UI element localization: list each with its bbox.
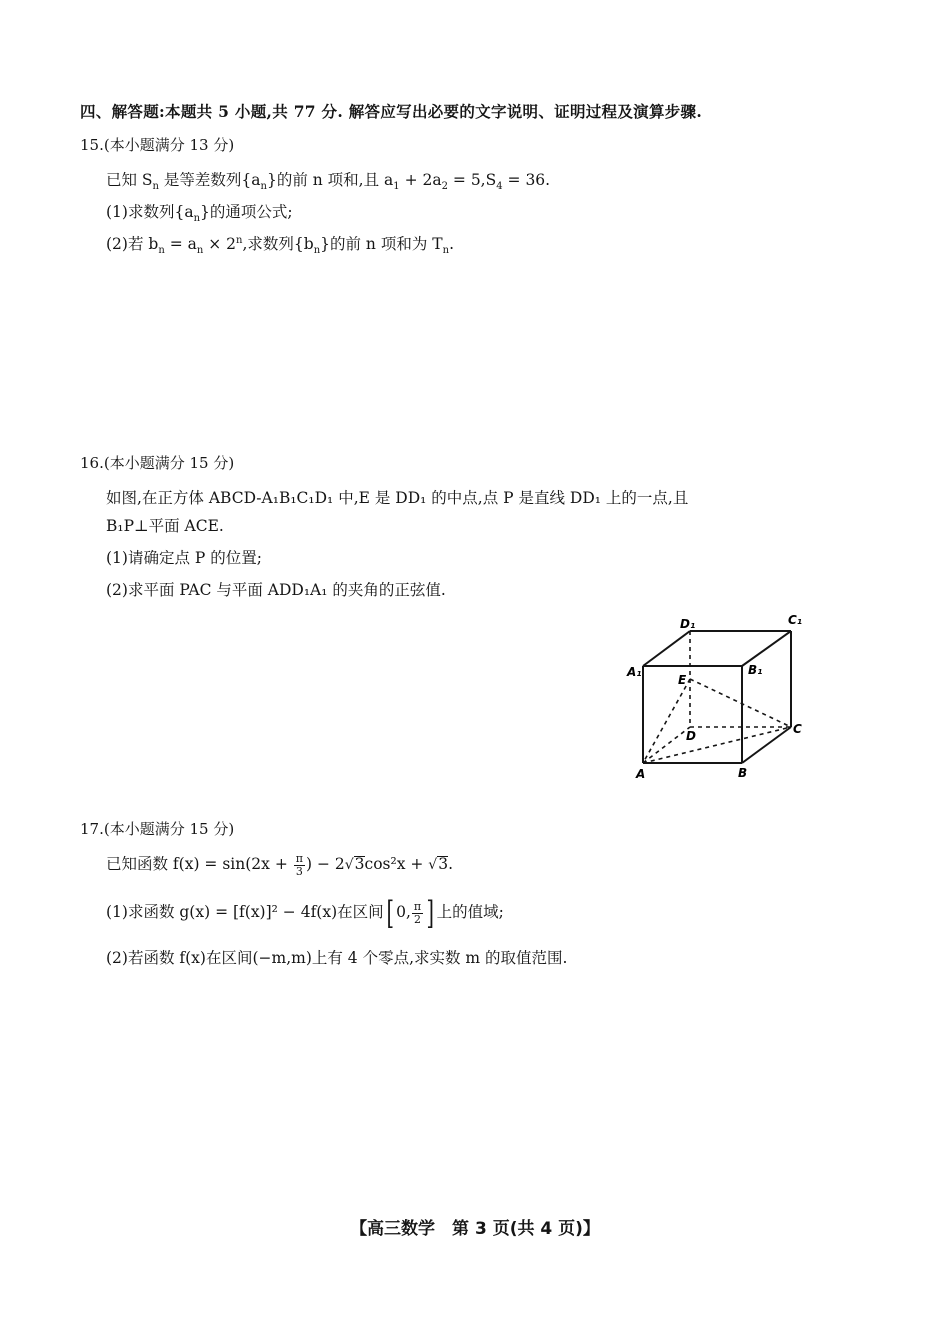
segment-ec xyxy=(690,679,791,727)
q17-title: 17.(本小题满分 15 分) xyxy=(80,820,235,838)
q16-stem-line1: 如图,在正方体 ABCD-A₁B₁C₁D₁ 中,E 是 DD₁ 的中点,点 P 是直线 DD₁ 上的一点,且 xyxy=(106,489,689,507)
q15-title: 15.(本小题满分 13 分) xyxy=(80,136,235,154)
edge-bc xyxy=(742,727,791,763)
q16-stem-line2: B₁P⊥平面 ACE. xyxy=(106,517,224,535)
page-footer: 【高三数学 第 3 页(共 4 页)】 xyxy=(350,1219,600,1239)
label-b: B xyxy=(738,766,748,780)
cube-figure xyxy=(620,608,820,788)
label-d1: D₁ xyxy=(680,617,696,631)
label-b1: B₁ xyxy=(748,663,763,677)
q17-part1: (1)求函数 g(x) = [f(x)]² − 4f(x)在区间[ 0, $\frac{\pi}{2}$ ] 上的值域; xyxy=(106,894,504,932)
q17-part2: (2)若函数 f(x)在区间(−m,m)上有 4 个零点,求实数 m 的取值范围. xyxy=(106,949,568,967)
q16-title: 16.(本小题满分 15 分) xyxy=(80,454,235,472)
diagonal-ac xyxy=(643,727,791,763)
q16-part2: (2)求平面 PAC 与平面 ADD₁A₁ 的夹角的正弦值. xyxy=(106,581,446,599)
label-a1: A₁ xyxy=(627,665,642,679)
label-a: A xyxy=(636,767,646,781)
segment-ea xyxy=(643,679,690,763)
edge-b1c1 xyxy=(742,631,791,666)
edge-a1d1 xyxy=(643,631,690,666)
label-c: C xyxy=(793,722,802,736)
label-e: E xyxy=(678,673,687,687)
q17-stem: 已知函数 f(x) = sin(2x + $\frac{\pi}{3}$ ) − 2√3cos²x + √3. xyxy=(106,851,454,878)
section-heading: 四、解答题:本题共 5 小题,共 77 分. 解答应写出必要的文字说明、证明过程及演算步骤. xyxy=(80,102,703,121)
q15-stem: 已知 $S_n$ 是等差数列$\{a_n\}$的前 n 项和,且 $a_1 + 2a_2 = 5,S_4 = 36$. xyxy=(106,171,551,193)
q16-part1: (1)请确定点 P 的位置; xyxy=(106,549,262,567)
q15-part2: (2)若 $b_n = a_n \times 2^n$,求数列$\{b_n\}$的前 n 项和为 $T_n$. xyxy=(106,234,454,257)
label-c1: C₁ xyxy=(788,613,803,627)
label-d: D xyxy=(686,729,696,743)
q15-part1: (1)求数列$\{a_n\}$的通项公式; xyxy=(106,203,293,225)
